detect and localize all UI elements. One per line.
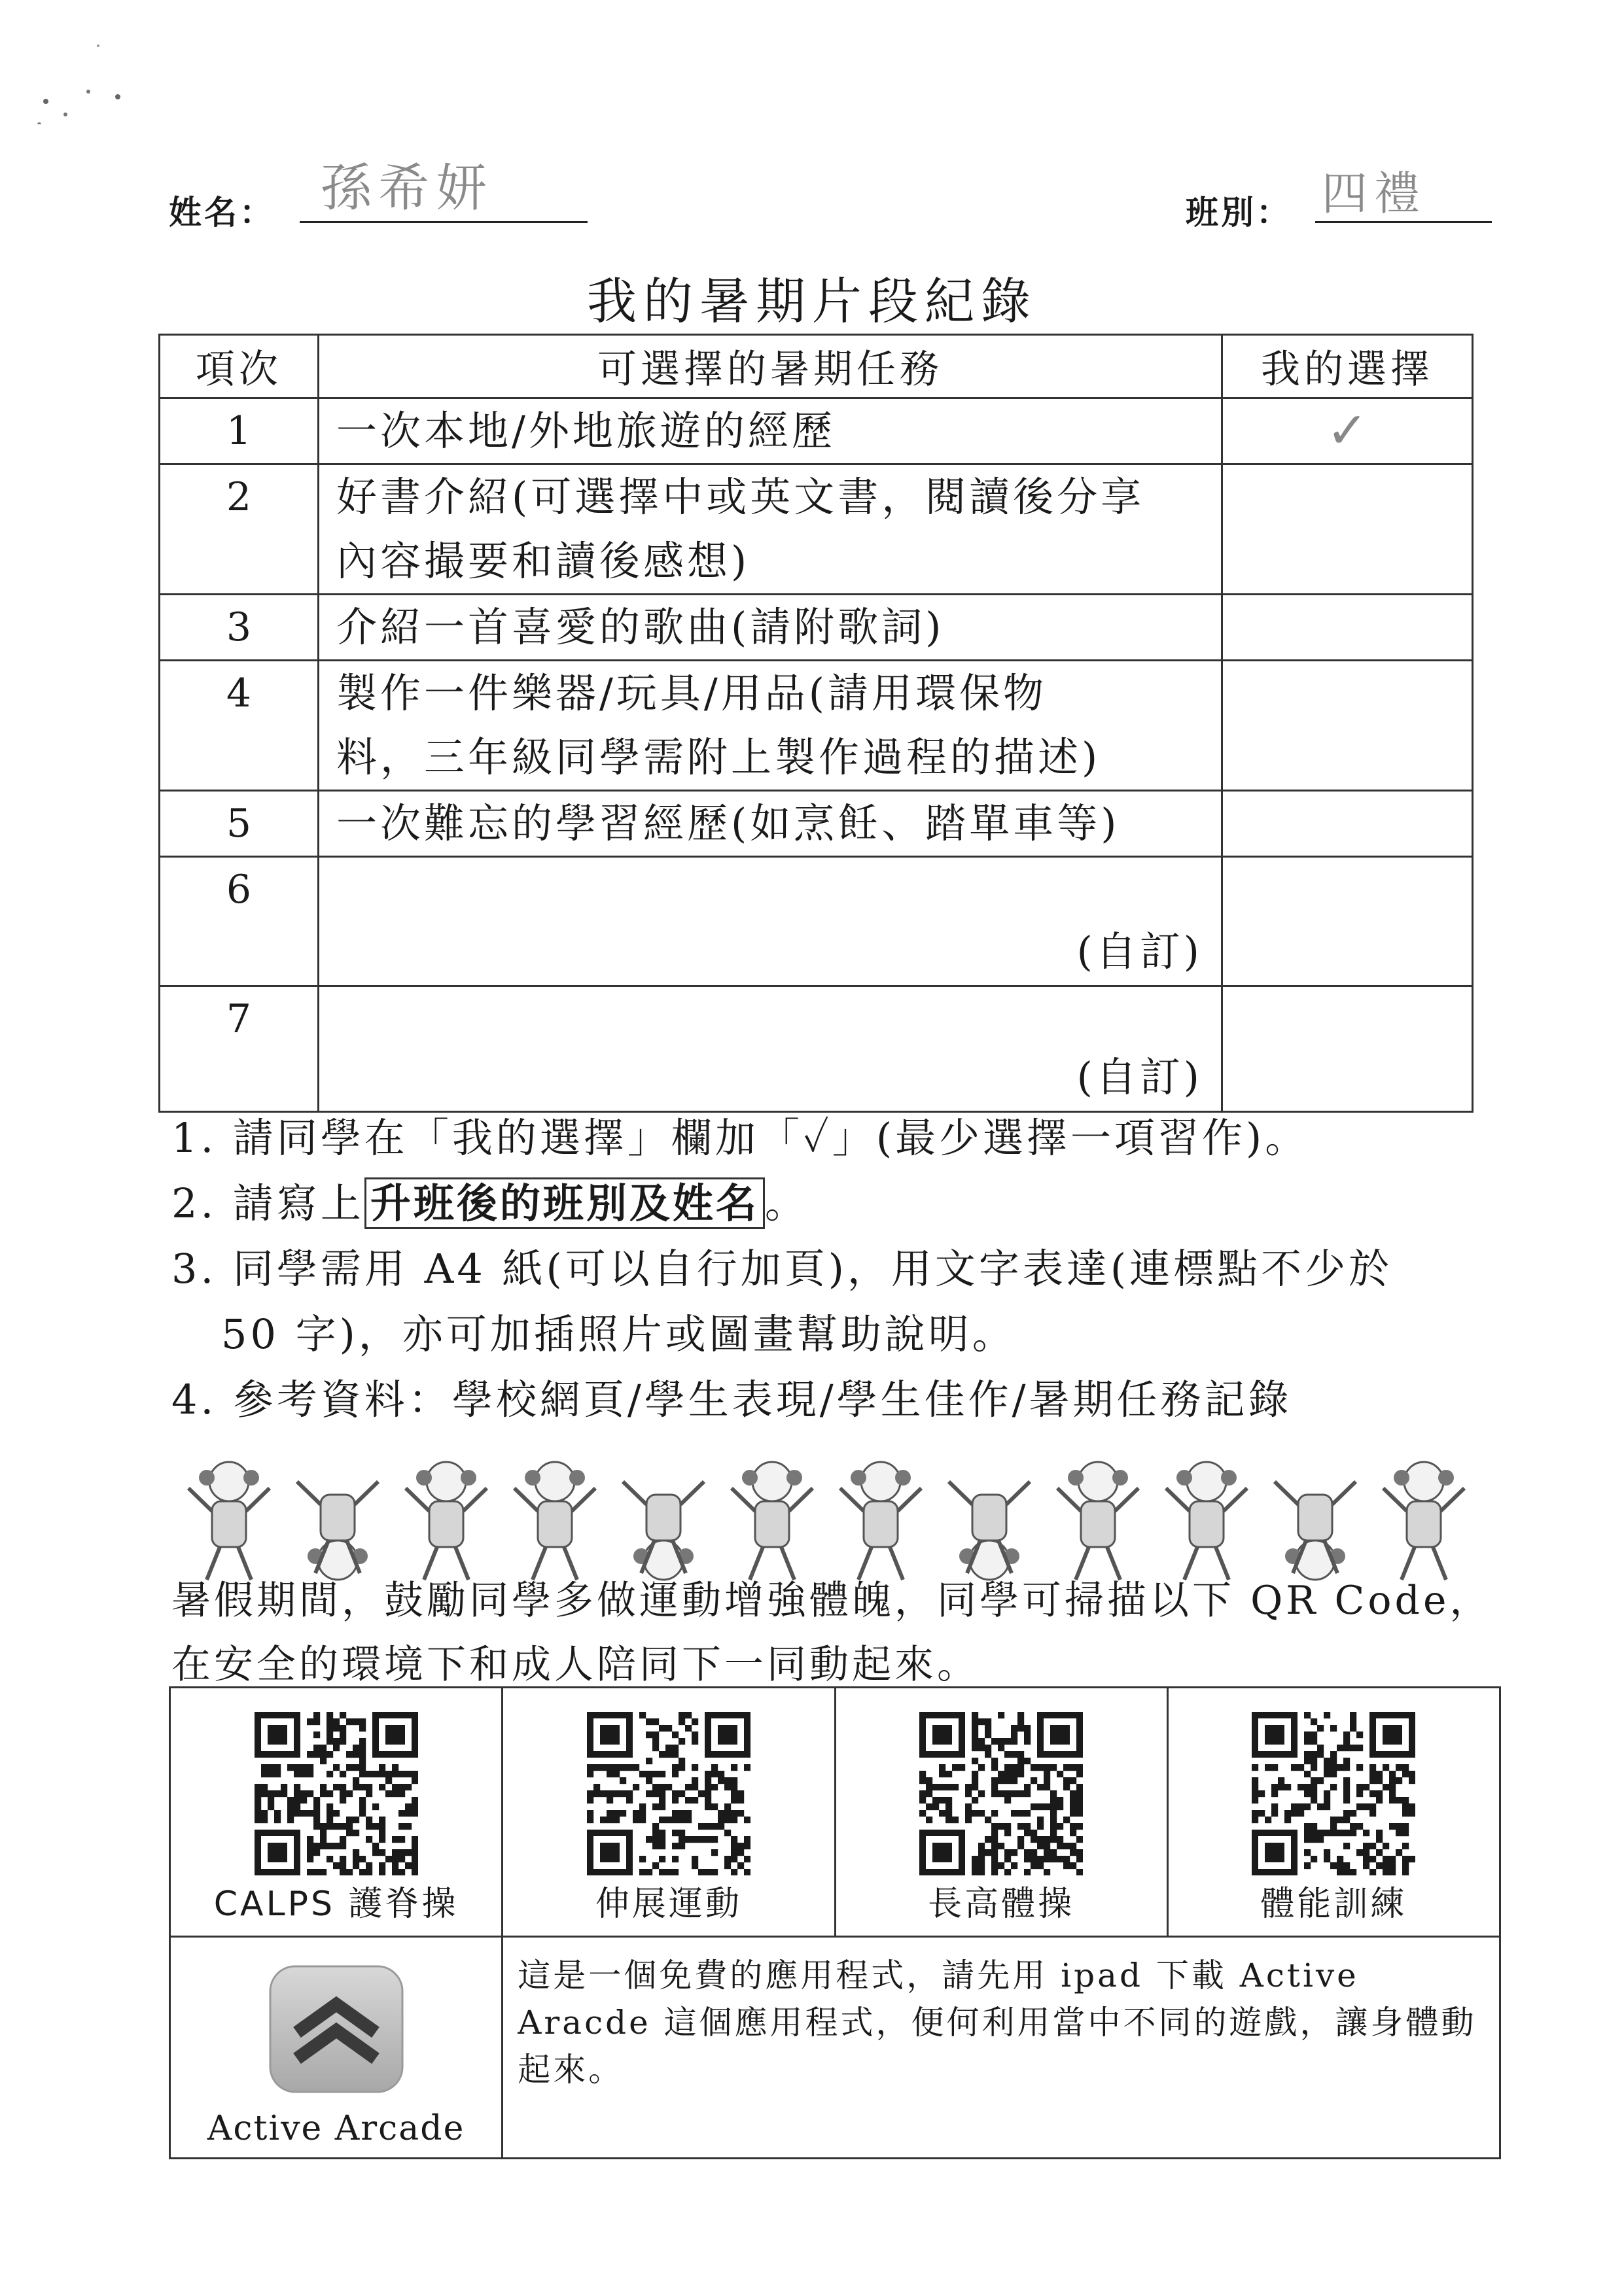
table-row: [160, 857, 1473, 986]
task-text-line: 製作一件樂器/玩具/用品(請用環保物: [336, 669, 1047, 717]
note-3-line-1: 3. 同學需用 A4 紙(可以自行加頁)，用文字表達(連標點不少於: [171, 1245, 1393, 1293]
kid-figure-icon: [1057, 1462, 1139, 1580]
active-arcade-logo-icon[interactable]: [268, 1964, 405, 2095]
choice-cell[interactable]: [1222, 791, 1473, 857]
kid-figure-icon: [514, 1462, 595, 1580]
table-row: [160, 595, 1473, 661]
task-text-line: 好書介紹(可選擇中或英文書，閱讀後分享: [336, 473, 1145, 521]
header-my-choice: 我的選擇: [1222, 335, 1473, 398]
check-mark-icon[interactable]: ✓: [1326, 401, 1368, 459]
table-row: [160, 464, 1473, 595]
qr-label: CALPS 護脊操: [213, 1885, 459, 1924]
name-handwritten: 孫希妍: [321, 159, 494, 218]
header-item-number: 項次: [160, 335, 319, 398]
kid-figure-icon: [188, 1462, 270, 1580]
table-row: [160, 661, 1473, 791]
task-text: 一次本地/外地旅遊的經歷: [336, 407, 836, 455]
row-number: 7: [226, 996, 252, 1042]
row-number: 3: [226, 604, 252, 650]
note-3-line-2: 50 字)，亦可加插照片或圖畫幫助說明。: [221, 1310, 1016, 1358]
name-label: 姓名：: [169, 194, 275, 232]
choice-cell[interactable]: [1222, 857, 1473, 986]
qr-code-icon[interactable]: [919, 1712, 1083, 1875]
qr-label: 體能訓練: [1260, 1885, 1407, 1924]
scan-specks: [26, 26, 137, 124]
qr-code-table: [169, 1686, 1501, 2159]
note-2-boxed: 升班後的班別及姓名: [364, 1177, 765, 1229]
choice-cell[interactable]: [1222, 595, 1473, 661]
app-description: 這是一個免費的應用程式，請先用 ipad 下載 Active Aracde 這個應用程式，便何利用當中不同的遊戲，讓身體動起來。: [518, 1957, 1477, 2089]
note-2: [171, 1171, 1493, 1236]
row-number: 2: [226, 474, 252, 520]
custom-label: (自訂): [1076, 1053, 1203, 1101]
kid-figure-icon: [1275, 1482, 1356, 1580]
qr-cell-fitness[interactable]: [1167, 1688, 1500, 1937]
note-4: 4. 參考資料：學校網頁/學生表現/學生佳作/暑期任務記錄: [171, 1376, 1292, 1423]
row-number: 5: [226, 801, 252, 846]
class-label: 班別：: [1186, 194, 1292, 232]
kid-figure-icon: [732, 1462, 813, 1580]
custom-task-cell[interactable]: [319, 857, 1222, 986]
qr-code-icon[interactable]: [587, 1712, 750, 1875]
exercise-paragraph: [171, 1569, 1493, 1697]
exercise-line-2: 在安全的環境下和成人陪同下一同動起來。: [171, 1642, 980, 1688]
kid-figure-icon: [623, 1482, 704, 1580]
app-name: Active Arcade: [207, 2109, 465, 2148]
app-row: [170, 1937, 1500, 2159]
qr-label: 伸展運動: [595, 1885, 742, 1924]
choice-cell[interactable]: [1222, 661, 1473, 791]
task-table: [158, 334, 1474, 1113]
task-text-line: 內容撮要和讀後感想): [336, 537, 750, 585]
table-row: [160, 791, 1473, 857]
exercise-line-1: 暑假期間，鼓勵同學多做運動增強體魄，同學可掃描以下 QR Code，: [171, 1578, 1492, 1624]
qr-label: 長高體操: [928, 1885, 1075, 1924]
task-text-line: 料，三年級同學需附上製作過程的描述): [336, 733, 1101, 781]
custom-label: (自訂): [1076, 928, 1203, 975]
custom-task-cell[interactable]: [319, 986, 1222, 1112]
kid-figure-icon: [840, 1462, 921, 1580]
task-text: 一次難忘的學習經歷(如烹飪、踏單車等): [336, 799, 1120, 847]
app-description-cell: [503, 1937, 1500, 2159]
table-row: [160, 986, 1473, 1112]
kid-figure-icon: [297, 1482, 378, 1580]
name-underline: [300, 221, 588, 223]
class-handwritten: 四禮: [1322, 167, 1426, 220]
header-task: 可選擇的暑期任務: [319, 335, 1222, 398]
qr-code-icon[interactable]: [1252, 1712, 1415, 1875]
choice-cell[interactable]: [1222, 464, 1473, 595]
qr-cell-stretching[interactable]: [503, 1688, 835, 1937]
table-header-row: [160, 335, 1473, 398]
kid-figure-icon: [406, 1462, 487, 1580]
kid-figure-icon: [1383, 1462, 1464, 1580]
note-1: 1. 請同學在「我的選擇」欄加「✓」(最少選擇一項習作)。: [171, 1114, 1309, 1162]
note-2-suffix: 。: [764, 1179, 809, 1227]
choice-cell[interactable]: [1222, 986, 1473, 1112]
qr-cell-growth-exercise[interactable]: [835, 1688, 1167, 1937]
row-number: 6: [226, 867, 252, 913]
qr-code-icon[interactable]: [255, 1712, 418, 1875]
row-number: 4: [226, 670, 252, 716]
row-number: 1: [226, 408, 252, 454]
kid-figure-icon: [949, 1482, 1030, 1580]
page-title: 我的暑期片段紀錄: [587, 272, 1037, 330]
qr-cell-calps[interactable]: [170, 1688, 503, 1937]
task-text: 介紹一首喜愛的歌曲(請附歌詞): [336, 603, 945, 651]
instructions: [171, 1105, 1493, 1433]
qr-row: [170, 1688, 1500, 1937]
table-row: [160, 398, 1473, 464]
note-2-prefix: 2. 請寫上: [171, 1179, 364, 1227]
app-logo-cell[interactable]: [170, 1937, 503, 2159]
kid-figure-icon: [1166, 1462, 1247, 1580]
